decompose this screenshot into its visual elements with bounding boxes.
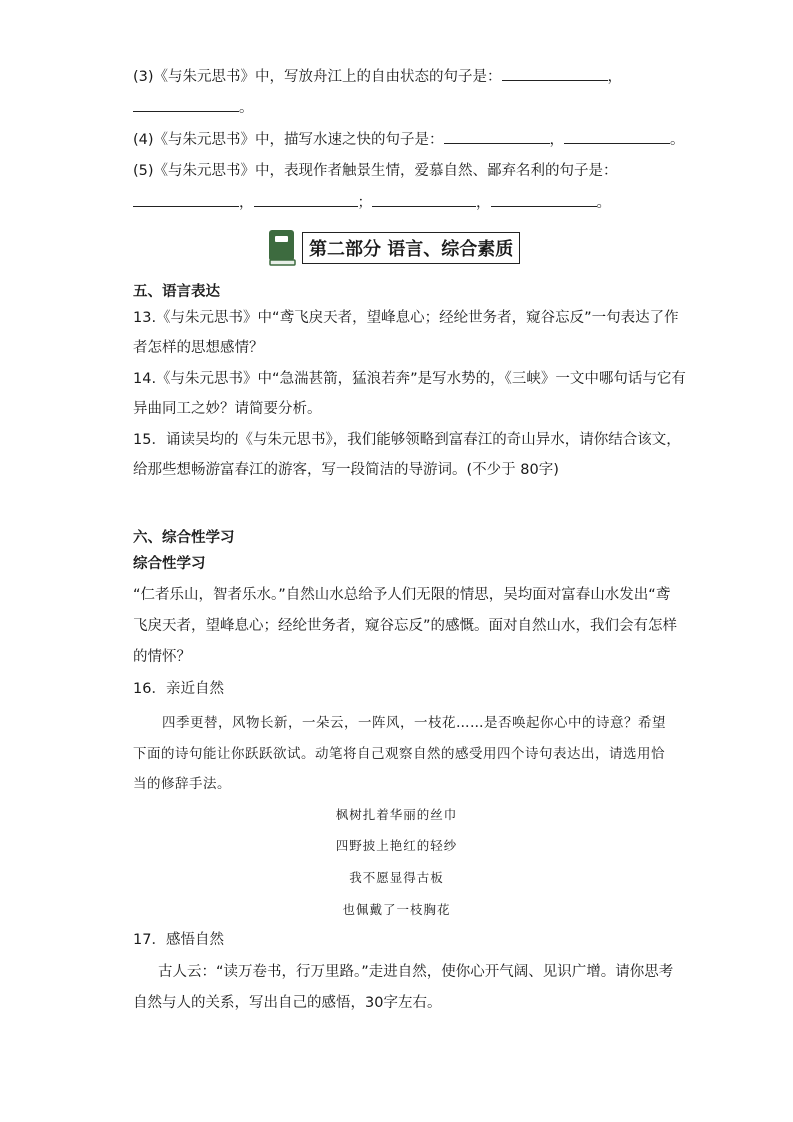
q17-line1: 古人云：“读万卷书，行万里路。”走进自然，使你心开气阔、见识广增。请你思考 — [158, 964, 674, 980]
q5-blank-3[interactable] — [372, 192, 476, 207]
q13-line2: 者怎样的思想感情？ — [133, 340, 264, 356]
q5-blank-2[interactable] — [254, 192, 358, 207]
poem-line-1: 枫树扎着华丽的丝巾 — [335, 807, 458, 822]
q13-line1: 13.《与朱元思书》中“鸢飞戾天者，望峰息心；经纶世务者，窥谷忘反”一句表达了作 — [133, 310, 679, 326]
q4-sep: ， — [549, 132, 565, 148]
q14-line2: 异曲同工之妙？请简要分析。 — [133, 401, 322, 417]
q14-line1: 14.《与朱元思书》中“急湍甚箭，猛浪若奔”是写水势的，《三峡》一文中哪句话与它有 — [133, 371, 686, 387]
q15-line2: 给那些想畅游富春江的游客，写一段简洁的导游词。(不少于 80字) — [133, 462, 559, 478]
section6-heading: 六、综合性学习 — [133, 530, 235, 546]
banner-title: 第二部分 语言、综合素质 — [302, 232, 520, 264]
q16-title: 16．亲近自然 — [133, 681, 224, 697]
q3-text: (3)《与朱元思书》中，写放舟江上的自由状态的句子是： — [133, 69, 502, 85]
book-icon — [268, 229, 296, 267]
q5-line1 — [133, 161, 618, 181]
q3-line2 — [133, 97, 254, 118]
q3-line1 — [133, 66, 622, 87]
q3-end: 。 — [239, 100, 254, 116]
q16-line3: 当的修辞手法。 — [133, 776, 231, 792]
intro-line2: 飞戾天者，望峰息心；经纶世务者，窥谷忘反”的感慨。面对自然山水，我们会有怎样 — [133, 618, 678, 634]
q17-title: 17．感悟自然 — [133, 932, 224, 948]
q4-end: 。 — [670, 132, 685, 148]
q5-blank-1[interactable] — [133, 192, 239, 207]
q5-sep2: ； — [357, 195, 372, 211]
section5-heading: 五、语言表达 — [133, 284, 220, 300]
q4-blank-1[interactable] — [444, 129, 550, 144]
poem-line-3: 我不愿显得古板 — [349, 870, 444, 885]
q3-blank-1[interactable] — [502, 66, 608, 81]
part-two-banner — [268, 228, 520, 268]
q16-line2: 下面的诗句能让你跃跃欲试。动笔将自己观察自然的感受用四个诗句表达出，请选用恰 — [133, 746, 665, 762]
q16-line1: 四季更替，风物长新，一朵云，一阵风，一枝花……是否唤起你心中的诗意？希望 — [162, 715, 666, 731]
poem-line-2: 四野披上艳红的轻纱 — [335, 838, 458, 853]
q4-blank-2[interactable] — [564, 129, 670, 144]
q5-sep3: ， — [476, 195, 491, 211]
section6-subheading: 综合性学习 — [133, 556, 206, 572]
intro-line3: 的情怀？ — [133, 649, 191, 665]
q5-end: 。 — [596, 195, 611, 211]
q5-text: (5)《与朱元思书》中，表现作者触景生情，爱慕自然、鄙弃名利的句子是： — [133, 163, 618, 179]
q5-line2 — [133, 192, 611, 213]
q4-line — [133, 129, 685, 150]
q3-sep: ， — [607, 69, 623, 85]
q17-line2: 自然与人的关系，写出自己的感悟，30字左右。 — [133, 995, 442, 1011]
q5-sep1: ， — [239, 195, 254, 211]
q5-blank-4[interactable] — [491, 192, 597, 207]
q3-blank-2[interactable] — [133, 97, 239, 112]
intro-line1: “仁者乐山，智者乐水。”自然山水总给予人们无限的情思，吴均面对富春山水发出“鸢 — [133, 587, 671, 603]
q15-line1: 15．诵读吴均的《与朱元思书》，我们能够领略到富春江的奇山异水，请你结合该文， — [133, 432, 681, 448]
poem-line-4: 也佩戴了一枝胸花 — [342, 902, 451, 917]
q4-text: (4)《与朱元思书》中，描写水速之快的句子是： — [133, 132, 444, 148]
